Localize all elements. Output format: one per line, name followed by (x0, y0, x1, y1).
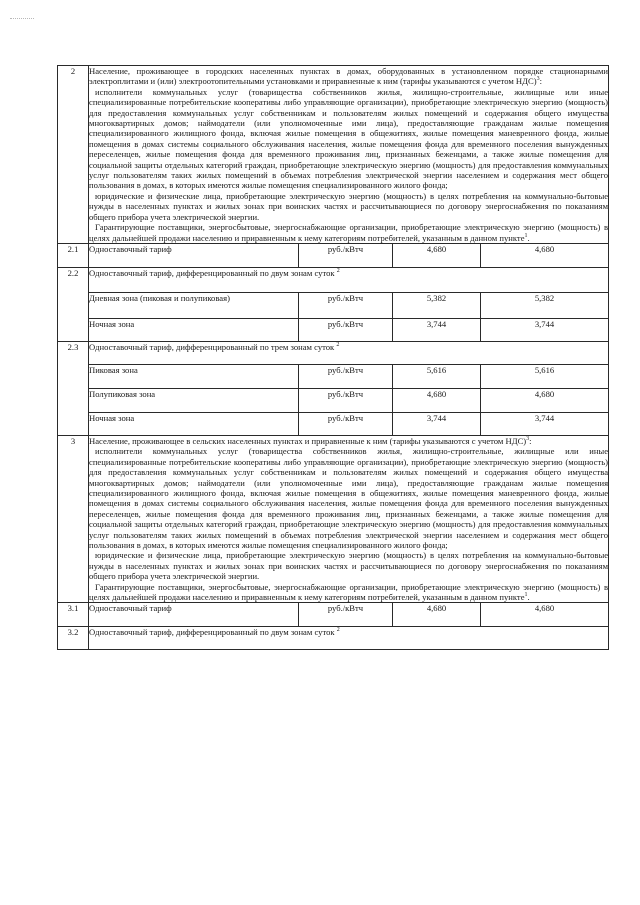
tariff-value-2: 3,744 (481, 318, 609, 341)
row-number: 3 (58, 435, 89, 603)
section-3-description (89, 435, 609, 603)
row-number: 3.1 (58, 603, 89, 627)
table-row (58, 388, 609, 412)
tariff-group-title (89, 627, 609, 650)
footnote-ref: 2 (336, 627, 340, 634)
paragraph: Гарантирующие поставщики, энергосбытовые, энергоснабжающие организации, приобретающие электрическую энергию (мощность) в целях дальнейшей продажи населению и приравненным к нему категориям потребителей, указанным в данном пункте$^1$. (89, 581, 609, 602)
tariff-unit: руб./кВтч (299, 412, 393, 435)
table-row (58, 267, 609, 292)
paragraph: Гарантирующие поставщики, энергосбытовые, энергоснабжающие организации, приобретающие электрическую энергию (мощность) в целях дальнейшей продажи населению и приравненным к нему категориям потребителей, указанным в данном пункте$^1$. (89, 222, 609, 243)
row-number: 3.2 (58, 627, 89, 650)
table-row (58, 364, 609, 388)
tariff-value-1: 5,616 (393, 364, 481, 388)
tariff-value-1: 3,744 (393, 318, 481, 341)
tariff-group-text: Одноставочный тариф, дифференцированный по двум зонам суток (89, 267, 335, 278)
tariff-unit: руб./кВтч (299, 364, 393, 388)
tariff-value-2: 5,616 (481, 364, 609, 388)
row-number: 2.1 (58, 243, 89, 267)
footnote-ref: 2 (336, 268, 340, 275)
tariff-unit: руб./кВтч (299, 603, 393, 627)
tariff-unit: руб./кВтч (299, 292, 393, 318)
footnote-ref: 1 (524, 592, 528, 599)
paragraph: исполнители коммунальных услуг (товарищества собственников жилья, жилищно-строительные, жилищные или иные специализированные потребительские кооперативы либо управляющие организации), приобретающие электрическую энергию (мощность) для предоставления коммунальных услуг собственникам и пользователям жилых помещений и содержания общего имущества многоквартирных домов; наймодатели (или уполномоченные ими лица), предоставляющие гражданам жилые помещения специализированного жилищного фонда, включая жилые помещения в общежитиях, жилые помещения маневренного фонда, жилые помещения в домах системы социального обслуживания населения, жилые помещения фонда для временного поселения вынужденных переселенцев, жилые помещения фонда для временного проживания лиц, признанных беженцами, а также жилые помещения для социальной защиты отдельных категорий граждан, приобретающие электрическую энергию (мощность) для предоставления коммунальных услуг пользователям таких жилых помещений в объемах потребления электрической энергии населением и содержания мест общего пользования в домах, в которых имеются жилые помещения специализированного жилого фонда; (89, 446, 609, 550)
table-row (58, 412, 609, 435)
section-2-description (89, 66, 609, 244)
row-number: 2 (58, 66, 89, 244)
tariff-name: Ночная зона (89, 412, 299, 435)
tariff-name: Одноставочный тариф (89, 243, 299, 267)
tariff-name: Дневная зона (пиковая и полупиковая) (89, 292, 299, 318)
footnote-ref: 3 (536, 76, 540, 83)
row-number: 2.2 (58, 267, 89, 341)
section-3-row (58, 435, 609, 603)
tariff-value-1: 4,680 (393, 603, 481, 627)
footnote-ref: 2 (336, 342, 340, 349)
tariff-value-1: 4,680 (393, 388, 481, 412)
section-title-text: Население, проживающее в сельских населенных пунктах и приравненные к ним (тарифы указываются с учетом НДС) (89, 435, 527, 446)
tariff-group-text: Одноставочный тариф, дифференцированный по двум зонам суток (89, 627, 335, 638)
table-row (58, 243, 609, 267)
paragraph-text: Гарантирующие поставщики, энергосбытовые, энергоснабжающие организации, приобретающие электрическую энергию (мощность) в целях дальнейшей продажи населению и приравненным к нему категориям потребителей, указанным в данном пункте (89, 222, 609, 243)
tariff-value-1: 5,382 (393, 292, 481, 318)
paragraph-text: Гарантирующие поставщики, энергосбытовые, энергоснабжающие организации, приобретающие электрическую энергию (мощность) в целях дальнейшей продажи населению и приравненным к нему категориям потребителей, указанным в данном пункте (89, 581, 609, 602)
paragraph: юридические и физические лица, приобретающие электрическую энергию (мощность) в целях потребления на коммунально-бытовые нужды в населенных пунктах и жилых зонах при воинских частях и рассчитывающиеся по договору энергоснабжения по показаниям общего прибора учета электрической энергии. (89, 550, 609, 582)
table-row (58, 627, 609, 650)
tariff-value-2: 4,680 (481, 603, 609, 627)
tariff-value-2: 5,382 (481, 292, 609, 318)
table-row (58, 292, 609, 318)
tariff-name: Пиковая зона (89, 364, 299, 388)
tariff-name: Полупиковая зона (89, 388, 299, 412)
tariff-name: Одноставочный тариф (89, 603, 299, 627)
paragraph: исполнители коммунальных услуг (товарищества собственников жилья, жилищно-строительные, жилищные или иные специализированные потребительские кооперативы либо управляющие организации), приобретающие электрическую энергию (мощность) для предоставления коммунальных услуг собственникам и пользователям жилых помещений и содержания общего имущества многоквартирных домов; наймодатели (или уполномоченные ими лица), предоставляющие гражданам жилые помещения специализированного жилищного фонда, включая жилые помещения в общежитиях, жилые помещения маневренного фонда, жилые помещения в домах системы социального обслуживания населения, жилые помещения фонда для временного поселения вынужденных переселенцев, жилые помещения фонда для временного проживания лиц, признанных беженцами, а также жилые помещения для социальной защиты отдельных категорий граждан, приобретающие электрическую энергию (мощность) для предоставления коммунальных услуг пользователям таких жилых помещений в объемах потребления электрической энергии населением и содержания мест общего пользования в домах, в которых имеются жилые помещения специализированного жилого фонда; (89, 86, 609, 191)
row-number: 2.3 (58, 341, 89, 435)
tariff-value-2: 4,680 (481, 388, 609, 412)
table-row (58, 318, 609, 341)
footnote-ref: 1 (524, 232, 528, 239)
tariff-group-title (89, 341, 609, 364)
scan-mark (10, 18, 34, 20)
table-row (58, 603, 609, 627)
tariff-value-2: 4,680 (481, 243, 609, 267)
table-row (58, 341, 609, 364)
tariff-unit: руб./кВтч (299, 318, 393, 341)
section-title-text: Население, проживающее в городских населенных пунктах в домах, оборудованных в установленном порядке стационарными электроплитами и (или) электроотопительными установками и приравненные к ним (тарифы указываются с учетом НДС) (89, 66, 609, 87)
tariff-table (57, 65, 609, 650)
tariff-group-text: Одноставочный тариф, дифференцированный по трем зонам суток (89, 341, 335, 352)
section-2-row (58, 66, 609, 244)
section-title: Население, проживающее в городских населенных пунктах в домах, оборудованных в установленном порядке стационарными электроплитами и (или) электроотопительными установками и приравненные к ним (тарифы указываются с учетом НДС)$^3$: (89, 66, 609, 87)
tariff-unit: руб./кВтч (299, 388, 393, 412)
tariff-value-1: 4,680 (393, 243, 481, 267)
paragraph: юридические и физические лица, приобретающие электрическую энергию (мощность) в целях потребления на коммунально-бытовые нужды в населенных пунктах и жилых зонах при воинских частях и рассчитывающиеся по договору энергоснабжения по показаниям общего прибора учета электрической энергии. (89, 190, 609, 222)
tariff-value-2: 3,744 (481, 412, 609, 435)
section-title: Население, проживающее в сельских населенных пунктах и приравненные к ним (тарифы указываются с учетом НДС)$^3$: (89, 435, 532, 446)
tariff-group-title (89, 267, 609, 292)
tariff-name: Ночная зона (89, 318, 299, 341)
tariff-unit: руб./кВтч (299, 243, 393, 267)
footnote-ref: 3 (526, 436, 530, 443)
tariff-value-1: 3,744 (393, 412, 481, 435)
